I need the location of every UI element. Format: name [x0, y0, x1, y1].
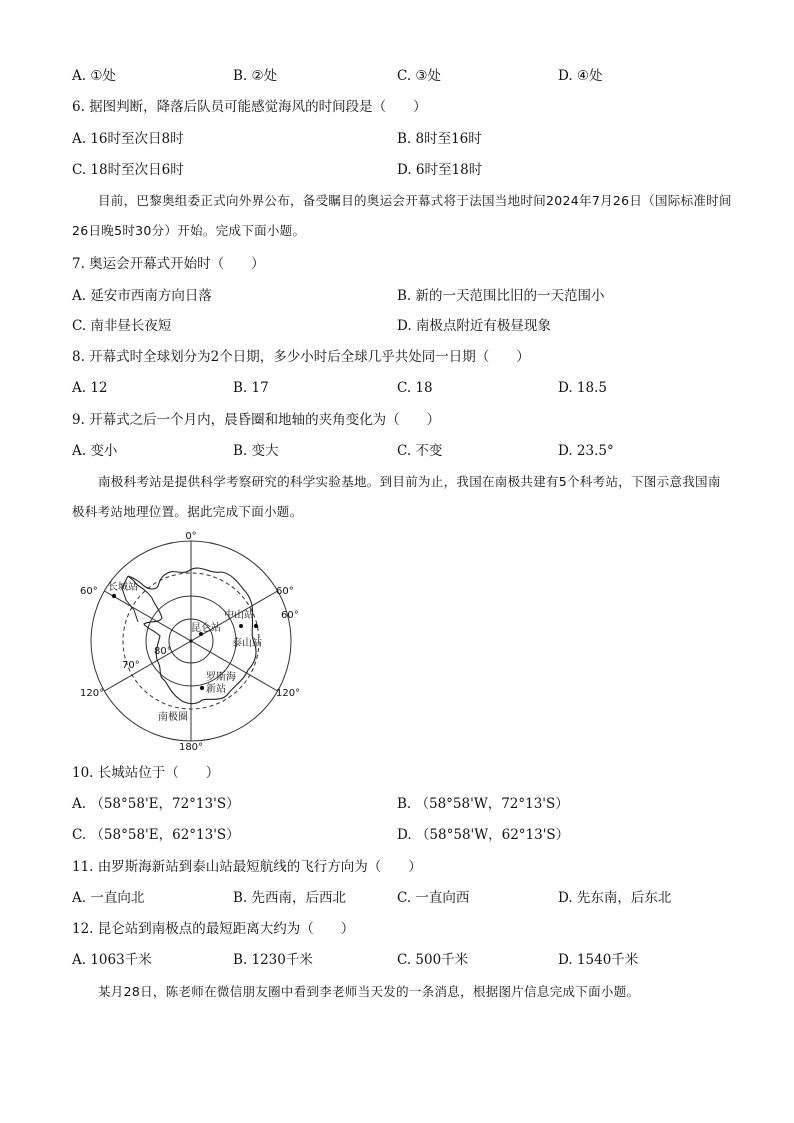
q6-stem: 6. 据图判断，降落后队员可能感觉海风的时间段是（ ）: [72, 99, 427, 115]
q12-option-d: D. 1540千米: [558, 952, 639, 968]
changcheng-station-dot: [112, 594, 116, 598]
rosshai-station-dot: [200, 686, 204, 690]
q10-option-b: B. （58°58'W，72°13'S）: [397, 796, 569, 812]
label-kunlun-station: 昆仑站: [191, 623, 221, 634]
q5-option-c: C. ③处: [397, 68, 442, 84]
q12-stem: 12. 昆仑站到南极点的最短距离大约为（ ）: [72, 921, 355, 937]
q7-option-b: B. 新的一天范围比旧的一天范围小: [397, 288, 605, 304]
q5-option-a: A. ①处: [72, 68, 116, 84]
zhongshan-station-dot: [254, 624, 258, 628]
q6-option-d: D. 6时至18时: [397, 162, 483, 178]
q5-option-b: B. ②处: [233, 68, 278, 84]
q8-option-d: D. 18.5: [558, 380, 607, 396]
label-rosshai-2: 新站: [206, 684, 226, 695]
q11-option-a: A. 一直向北: [72, 890, 145, 906]
q9-option-a: A. 变小: [72, 443, 118, 459]
label-lon-60-right: 60°: [281, 610, 299, 621]
q12-option-c: C. 500千米: [397, 952, 469, 968]
label-lon-180: 180°: [178, 742, 204, 752]
passage-olympics: 目前，巴黎奥组委正式向外界公布，备受瞩目的奥运会开幕式将于法国当地时间2024年7月26日（国际标准时间26日晚5时30分）开始。完成下面小题。: [72, 193, 732, 238]
label-changcheng-station: 长城站: [108, 582, 138, 593]
q9-option-c: C. 不变: [397, 443, 443, 459]
label-lat-80: 80°: [154, 646, 172, 657]
q6-option-c: C. 18时至次日6时: [72, 162, 184, 178]
q7-option-c: C. 南非昼长夜短: [72, 318, 172, 334]
q8-option-a: A. 12: [72, 380, 108, 396]
label-lon-60-left: 60°: [80, 586, 98, 597]
label-rosshai-1: 罗斯海: [206, 672, 236, 683]
south-pole-dot: [189, 639, 192, 642]
label-lon-60-right-top: 60°: [276, 586, 294, 597]
antarctic-stations-map: [78, 530, 308, 752]
q12-option-a: A. 1063千米: [72, 952, 152, 968]
taishan-station-dot: [239, 624, 243, 628]
q9-option-d: D. 23.5°: [558, 443, 614, 459]
label-taishan-station: 泰山站: [232, 638, 262, 649]
q10-stem: 10. 长城站位于（ ）: [72, 765, 220, 781]
q8-stem: 8. 开幕式时全球划分为2个日期，多少小时后全球几乎共处同一日期（ ）: [72, 349, 530, 365]
q5-option-d: D. ④处: [558, 68, 603, 84]
q11-option-d: D. 先东南，后东北: [558, 890, 672, 906]
q7-option-d: D. 南极点附近有极昼现象: [397, 318, 551, 334]
label-lon-120-right: 120°: [276, 688, 301, 699]
label-antarctic-circle: 南极圈: [158, 712, 188, 723]
q8-option-b: B. 17: [233, 380, 269, 396]
passage-antarctic-stations: 南极科考站是提供科学考察研究的科学实验基地。到目前为止，我国在南极共建有5个科考站，下图示意我国南极科考站地理位置。据此完成下面小题。: [72, 474, 721, 519]
q11-option-c: C. 一直向西: [397, 890, 470, 906]
q6-option-a: A. 16时至次日8时: [72, 131, 184, 147]
q7-stem: 7. 奥运会开幕式开始时（ ）: [72, 256, 265, 272]
q8-option-c: C. 18: [397, 380, 433, 396]
q9-stem: 9. 开幕式之后一个月内，晨昏圈和地轴的夹角变化为（ ）: [72, 412, 441, 428]
label-lon-0: 0°: [185, 531, 197, 542]
passage-wechat-moment: 某月28日，陈老师在微信朋友圈中看到李老师当天发的一条消息，根据图片信息完成下面小题。: [98, 984, 640, 999]
q11-stem: 11. 由罗斯海新站到泰山站最短航线的飞行方向为（ ）: [72, 859, 422, 875]
label-lat-70: 70°: [122, 660, 140, 671]
q9-option-b: B. 变大: [233, 443, 279, 459]
q10-option-a: A. （58°58'E，72°13'S）: [72, 796, 240, 812]
q11-option-b: B. 先西南，后西北: [233, 890, 347, 906]
q7-option-a: A. 延安市西南方向日落: [72, 288, 212, 304]
q10-option-c: C. （58°58'E，62°13'S）: [72, 827, 240, 843]
antarctica-coastline: [128, 568, 256, 704]
label-lon-120-left: 120°: [80, 688, 105, 699]
q10-option-d: D. （58°58'W，62°13'S）: [397, 827, 570, 843]
q6-option-b: B. 8时至16时: [397, 131, 482, 147]
q12-option-b: B. 1230千米: [233, 952, 313, 968]
label-zhongshan-station: 中山站: [224, 610, 254, 621]
